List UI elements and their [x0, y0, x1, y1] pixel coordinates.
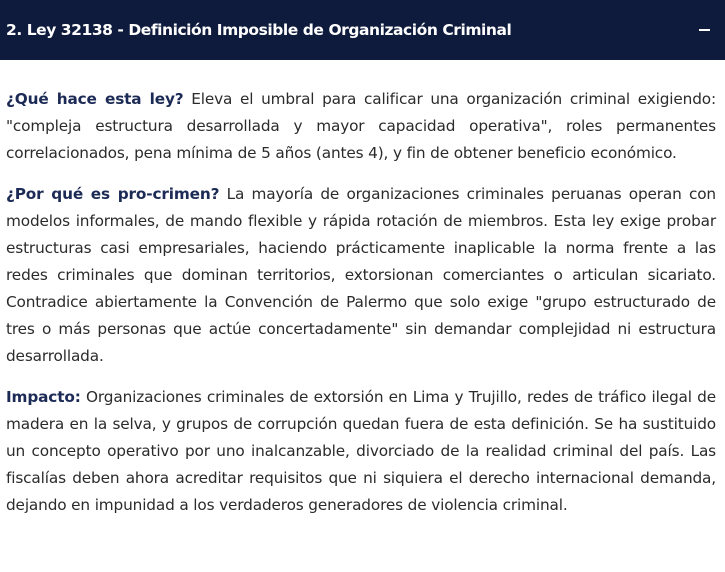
accordion-body [6, 86, 716, 533]
accordion-title: 2. Ley 32138 - Definición Imposible de Organización Criminal [6, 21, 512, 39]
section-heading: ¿Por qué es pro-crimen? [6, 185, 220, 203]
section-heading: ¿Qué hace esta ley? [6, 90, 184, 108]
section-what-it-does [6, 86, 716, 167]
section-heading: Impacto: [6, 388, 81, 406]
section-why-pro-crime [6, 181, 716, 370]
section-text: Eleva el umbral para calificar una organización criminal exigiendo: "compleja estructura desarrollada y mayor capacidad operativa", roles permanentes correlacionados, pena mínima de 5 años (antes 4), y fin de obtener beneficio económico. [6, 90, 716, 162]
accordion-header[interactable] [0, 0, 725, 60]
section-text: Organizaciones criminales de extorsión en Lima y Trujillo, redes de tráfico ilegal de madera en la selva, y grupos de corrupción quedan fuera de esta definición. Se ha sustituido un concepto operativo por uno inalcanzable, divorciado de la realidad criminal del país. Las fiscalías deben ahora acreditar requisitos que ni siquiera el derecho internacional demanda, dejando en impunidad a los verdaderos generadores de violencia criminal. [6, 388, 716, 514]
minus-icon[interactable] [697, 23, 711, 37]
section-impact [6, 384, 716, 519]
section-text: La mayoría de organizaciones criminales peruanas operan con modelos informales, de mando flexible y rápida rotación de miembros. Esta ley exige probar estructuras casi empresariales, haciendo prácticamente inaplicable la norma frente a las redes criminales que dominan territorios, extorsionan comerciantes o articulan sicariato. Contradice abiertamente la Convención de Palermo que solo exige "grupo estructurado de tres o más personas que actúe concertadamente" sin demandar complejidad ni estructura desarrollada. [6, 185, 716, 365]
